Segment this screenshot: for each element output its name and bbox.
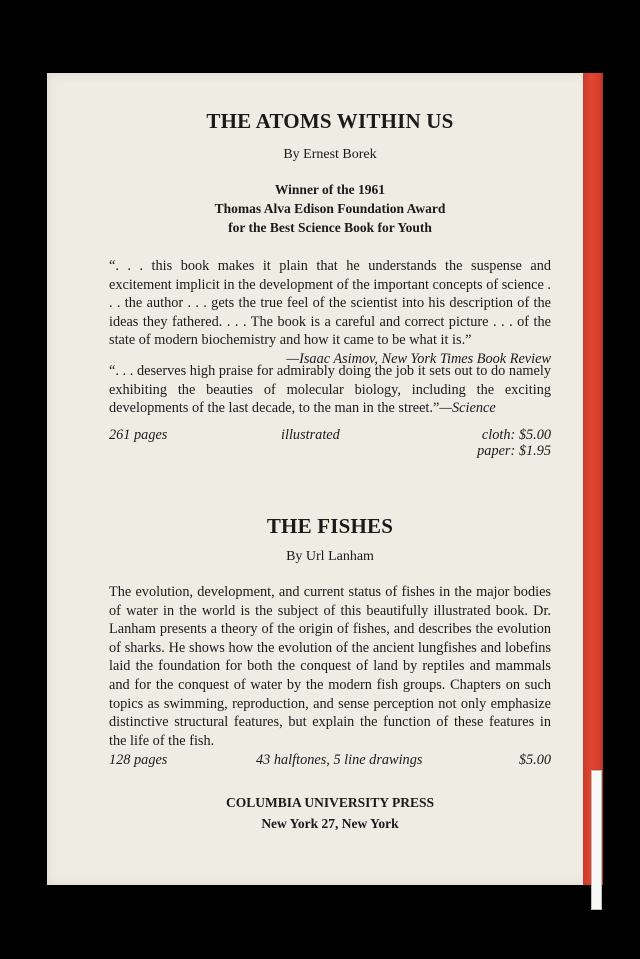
book1-author: By Ernest Borek (283, 147, 377, 162)
book2-author: By Url Lanham (286, 549, 374, 564)
book-jacket-back (47, 73, 603, 885)
publisher-location: New York 27, New York (261, 816, 399, 831)
award-line-1: Winner of the 1961 (274, 182, 386, 197)
book1-price-paper: paper: $1.95 (477, 443, 551, 459)
book1-title: THE ATOMS WITHIN US (206, 109, 454, 133)
award-line-2: Thomas Alva Edison Foundation Award (214, 201, 446, 216)
red-spine (583, 73, 603, 885)
book1-quote-asimov (109, 257, 551, 369)
quote2-source: —Science (439, 400, 496, 417)
book2-pages: 128 pages (109, 752, 168, 768)
quote1-text: “. . . this book makes it plain that he understands the suspense and excitement implicit in the development of the important concepts of science . . . the author . . . gets the true feel of the scientist into his description of the ideas they fathered. . . . The book is a careful and correct picture . . . of the state of modern biochemistry and how it came to be what it is.” (109, 258, 551, 349)
book2-title: THE FISHES (266, 514, 394, 538)
library-tag (591, 770, 602, 910)
book2-illustrations: 43 halftones, 5 line drawings (256, 752, 423, 768)
book1-price-cloth: cloth: $5.00 (481, 427, 551, 443)
quote2-text: “. . . deserves high praise for admirably doing the job it sets out to do namely exhibiting the beauties of molecular biology, including the exciting developments of the last decade, to the man in the street.” (109, 363, 551, 417)
book1-illustrated: illustrated (281, 427, 340, 443)
book1-pages: 261 pages (109, 427, 168, 443)
publisher-name: COLUMBIA UNIVERSITY PRESS (225, 795, 435, 810)
publisher-imprint (109, 792, 551, 834)
award-line-3: for the Best Science Book for Youth (228, 220, 432, 235)
book2-price: $5.00 (518, 752, 551, 768)
book2-description: The evolution, development, and current status of fishes in the major bodies of water in the world is the subject of this beautifully illustrated book. Dr. Lanham presents a theory of the origin of fishes, and describes the evolution of sharks. He shows how the evolution of the ancient lungfishes and lobefins laid the foundation for both the conquest of land by reptiles and mammals and for the conquest of water by the modern fish groups. Chapters on such topics as swimming, reproduction, and sense perception not only emphasize distinctive structural features, but explain the function of these features in the life of the fish. (109, 584, 551, 749)
quote1-attribution: —Isaac Asimov, New York Times Book Review (286, 350, 551, 367)
book1-quote-science (109, 362, 551, 418)
book1-award (109, 180, 551, 237)
